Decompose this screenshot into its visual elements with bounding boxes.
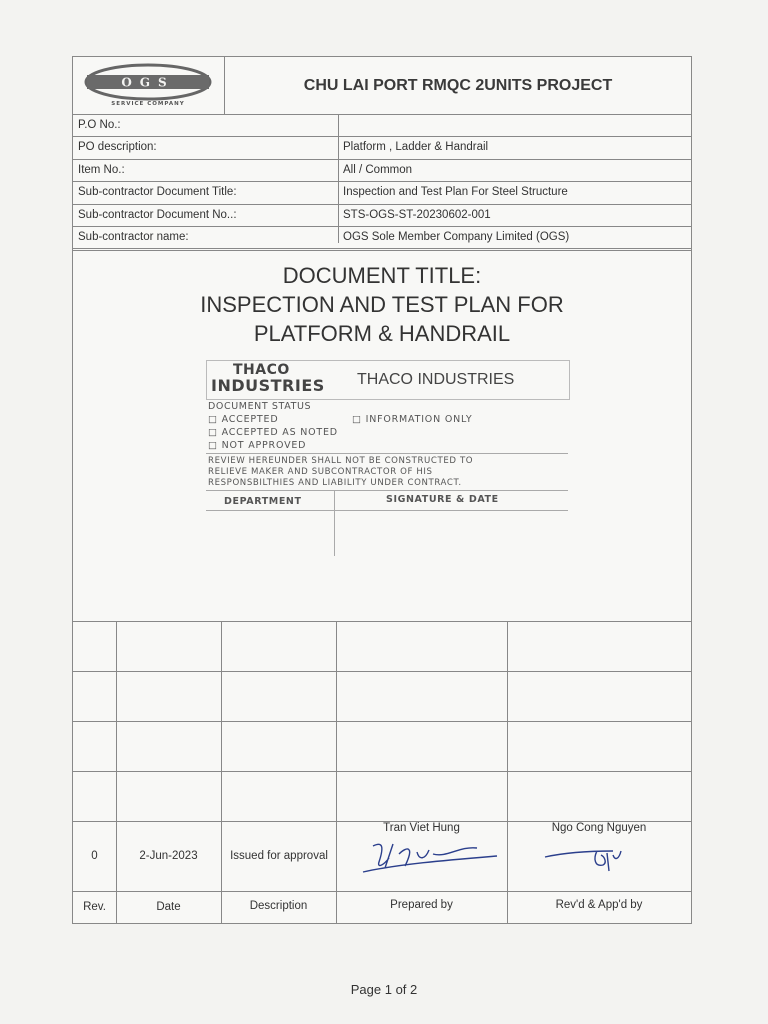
checkbox-accepted: □ ACCEPTED — [208, 414, 279, 425]
info-value: Inspection and Test Plan For Steel Structure — [343, 186, 568, 199]
rev-table-col — [336, 621, 337, 923]
rev-table-line — [73, 671, 691, 672]
project-title: CHU LAI PORT RMQC 2UNITS PROJECT — [303, 76, 613, 94]
title-line-3: PLATFORM & HANDRAIL — [253, 321, 511, 346]
stamp-status-label: DOCUMENT STATUS — [208, 401, 312, 412]
info-row-doc-no — [73, 205, 691, 227]
rev-table-line — [73, 621, 691, 622]
rev-table-line — [73, 721, 691, 722]
stamp-rule — [206, 453, 568, 454]
info-value: Platform , Ladder & Handrail — [343, 141, 489, 154]
info-row-doc-title — [73, 182, 691, 204]
header-rev: Rev. — [83, 901, 106, 913]
stamp-rule — [206, 510, 568, 511]
info-label: Sub-contractor Document Title: — [78, 186, 237, 199]
stamp-header — [206, 360, 570, 400]
approved-by-name: Ngo Cong Nguyen — [551, 822, 647, 834]
info-table — [73, 115, 691, 249]
info-label: Sub-contractor Document No..: — [78, 208, 237, 221]
section-divider — [73, 250, 691, 251]
checkbox-information-only: □ INFORMATION ONLY — [352, 414, 473, 425]
info-row-po-description — [73, 137, 691, 159]
info-value: All / Common — [343, 163, 413, 176]
svg-text:OGS: OGS — [121, 75, 175, 90]
info-row-po — [73, 115, 691, 137]
info-label: Item No.: — [78, 163, 125, 176]
header-prepared-by: Prepared by — [390, 899, 453, 911]
document-sheet — [72, 56, 692, 924]
prepared-signature-icon — [359, 832, 499, 878]
page-number: Page 1 of 2 — [350, 982, 418, 997]
stamp-department-header: DEPARTMENT — [224, 496, 302, 507]
info-row-subcontractor — [73, 227, 691, 249]
stamp-brand-name: THACO INDUSTRIES — [357, 371, 515, 388]
document-title — [73, 261, 691, 348]
info-value: STS-OGS-ST-20230602-001 — [343, 208, 491, 221]
checkbox-not-approved: □ NOT APPROVED — [208, 440, 307, 451]
approval-stamp — [206, 360, 568, 557]
rev-date: 2-Jun-2023 — [139, 850, 198, 862]
approved-signature-icon — [543, 837, 643, 877]
rev-number: 0 — [91, 850, 98, 862]
title-line-1: DOCUMENT TITLE: — [282, 263, 482, 288]
stamp-brand-logo: THACO INDUSTRIES — [211, 362, 325, 395]
info-label: P.O No.: — [78, 119, 121, 131]
rev-table-line — [73, 771, 691, 772]
rev-table-col — [221, 621, 222, 923]
info-divider — [338, 115, 339, 243]
header-approved-by: Rev'd & App'd by — [555, 899, 643, 911]
checkbox-accepted-as-noted: □ ACCEPTED AS NOTED — [208, 427, 338, 438]
info-value: OGS Sole Member Company Limited (OGS) — [343, 230, 570, 243]
ogs-logo-icon — [73, 57, 224, 114]
header-description: Description — [249, 900, 308, 912]
info-label: Sub-contractor name: — [78, 230, 189, 243]
info-label: PO description: — [78, 141, 157, 154]
title-line-2: INSPECTION AND TEST PLAN FOR — [200, 292, 564, 317]
rev-table-line — [73, 891, 691, 892]
header-date: Date — [156, 901, 181, 913]
rev-table-col — [507, 621, 508, 923]
prepared-by-name: Tran Viet Hung — [383, 822, 460, 834]
stamp-rule — [206, 490, 568, 491]
stamp-signature-header: SIGNATURE & DATE — [386, 494, 499, 505]
stamp-review-note: REVIEW HEREUNDER SHALL NOT BE CONSTRUCTED TO RELIEVE MAKER AND SUBCONTRACTOR OF HIS RESPONSBILTHIES AND LIABILITY UNDER CONTRACT. — [208, 456, 474, 488]
header — [73, 57, 691, 115]
info-row-item-no — [73, 160, 691, 182]
stamp-column-divider — [334, 490, 335, 556]
rev-table-col — [116, 621, 117, 923]
rev-description: Issued for approval — [230, 850, 328, 862]
svg-text:SERVICE COMPANY: SERVICE COMPANY — [111, 101, 185, 107]
company-logo — [73, 57, 225, 114]
